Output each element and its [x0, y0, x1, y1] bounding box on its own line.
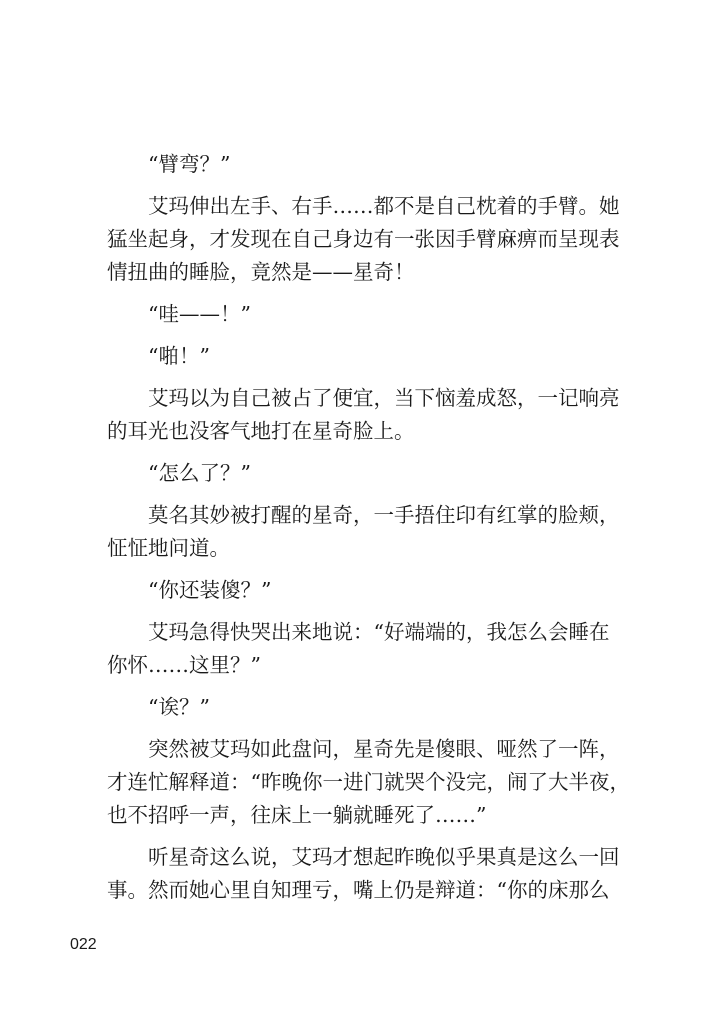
text-line: 怔怔地问道。	[107, 536, 230, 560]
text-line: 你怀……这里？”	[107, 653, 261, 677]
text-line: 事。然而她心里自知理亏，嘴上仍是辩道：“你的床那么	[107, 878, 610, 902]
text-line: “你还装傻？”	[148, 578, 272, 602]
paragraph	[107, 190, 620, 289]
paragraph	[107, 616, 610, 682]
text-line: 艾玛以为自己被占了便宜，当下恼羞成怒，一记响亮	[148, 386, 620, 410]
paragraph	[107, 298, 587, 331]
paragraph	[107, 841, 620, 907]
text-line: “怎么了？”	[148, 461, 251, 485]
paragraph	[107, 574, 587, 607]
paragraph	[107, 691, 587, 724]
paragraph	[107, 340, 587, 373]
text-line: 的耳光也没客气地打在星奇脸上。	[107, 419, 415, 443]
text-line: 猛坐起身，才发现在自己身边有一张因手臂麻痹而呈现表	[107, 227, 620, 251]
paragraph	[107, 382, 620, 448]
text-line: 艾玛急得快哭出来地说：“好端端的，我怎么会睡在	[148, 620, 610, 644]
paragraph	[107, 457, 587, 490]
text-line: 听星奇这么说，艾玛才想起昨晚似乎果真是这么一回	[148, 845, 620, 869]
text-line: 也不招呼一声，往床上一躺就睡死了……”	[107, 803, 487, 827]
text-line: “臂弯？”	[148, 152, 231, 176]
page-number: 022	[70, 936, 97, 953]
paragraph	[107, 733, 630, 832]
body-text	[107, 148, 630, 916]
text-line: “啪！”	[148, 344, 210, 368]
text-line: 莫名其妙被打醒的星奇，一手捂住印有红掌的脸颊，	[148, 503, 620, 527]
paragraph	[107, 148, 587, 181]
text-line: 才连忙解释道：“昨晚你一进门就哭个没完，闹了大半夜，	[107, 770, 630, 794]
text-line: 艾玛伸出左手、右手……都不是自己枕着的手臂。她	[148, 194, 620, 218]
paragraph	[107, 499, 620, 565]
text-line: “哇——！”	[148, 302, 251, 326]
text-line: 突然被艾玛如此盘问，星奇先是傻眼、哑然了一阵，	[148, 737, 620, 761]
text-line: “诶？”	[148, 695, 210, 719]
text-line: 情扭曲的睡脸，竟然是——星奇！	[107, 260, 415, 284]
